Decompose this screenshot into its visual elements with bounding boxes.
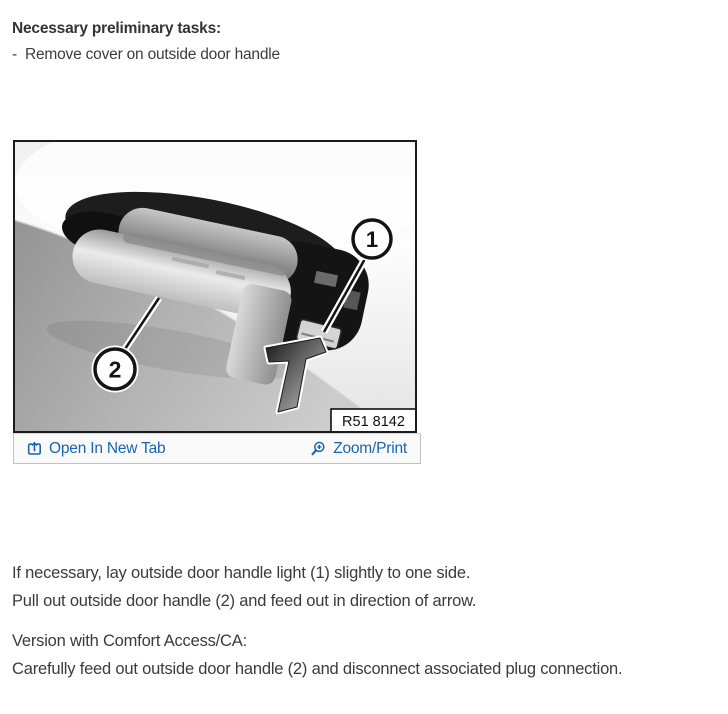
instruction-step-1 <box>12 560 476 615</box>
figure-toolbar <box>13 433 421 464</box>
zoom-print-label: Zoom/Print <box>333 439 407 457</box>
figure-panel <box>13 140 421 464</box>
instruction-line: Version with Comfort Access/CA: <box>12 632 247 650</box>
zoom-print-link[interactable] <box>310 440 407 458</box>
door-handle-photo <box>13 140 417 433</box>
image-ref-label <box>331 409 416 432</box>
instruction-line: If necessary, lay outside door handle light (1) slightly to one side. <box>12 564 471 582</box>
instruction-step-2 <box>12 628 622 683</box>
task-list-item-label: Remove cover on outside door handle <box>25 46 280 63</box>
open-in-new-tab-label: Open In New Tab <box>49 439 166 457</box>
preliminary-tasks-heading: Necessary preliminary tasks: <box>12 20 221 37</box>
preliminary-tasks-block <box>12 19 280 65</box>
open-in-new-tab-link[interactable] <box>27 440 165 458</box>
list-dash: - <box>12 46 17 63</box>
task-list-item <box>12 45 280 65</box>
instruction-line: Carefully feed out outside door handle (2) and disconnect associated plug connection. <box>12 659 623 678</box>
open-in-new-tab-icon <box>27 441 42 456</box>
door-handle-illustration <box>15 142 417 433</box>
callout-2-number: 2 <box>108 356 122 383</box>
callout-1-number: 1 <box>365 227 379 252</box>
image-ref-text: R51 8142 <box>342 414 405 430</box>
zoom-magnifier-icon <box>310 441 326 457</box>
instruction-line: Pull out outside door handle (2) and feed out in direction of arrow. <box>12 591 477 610</box>
